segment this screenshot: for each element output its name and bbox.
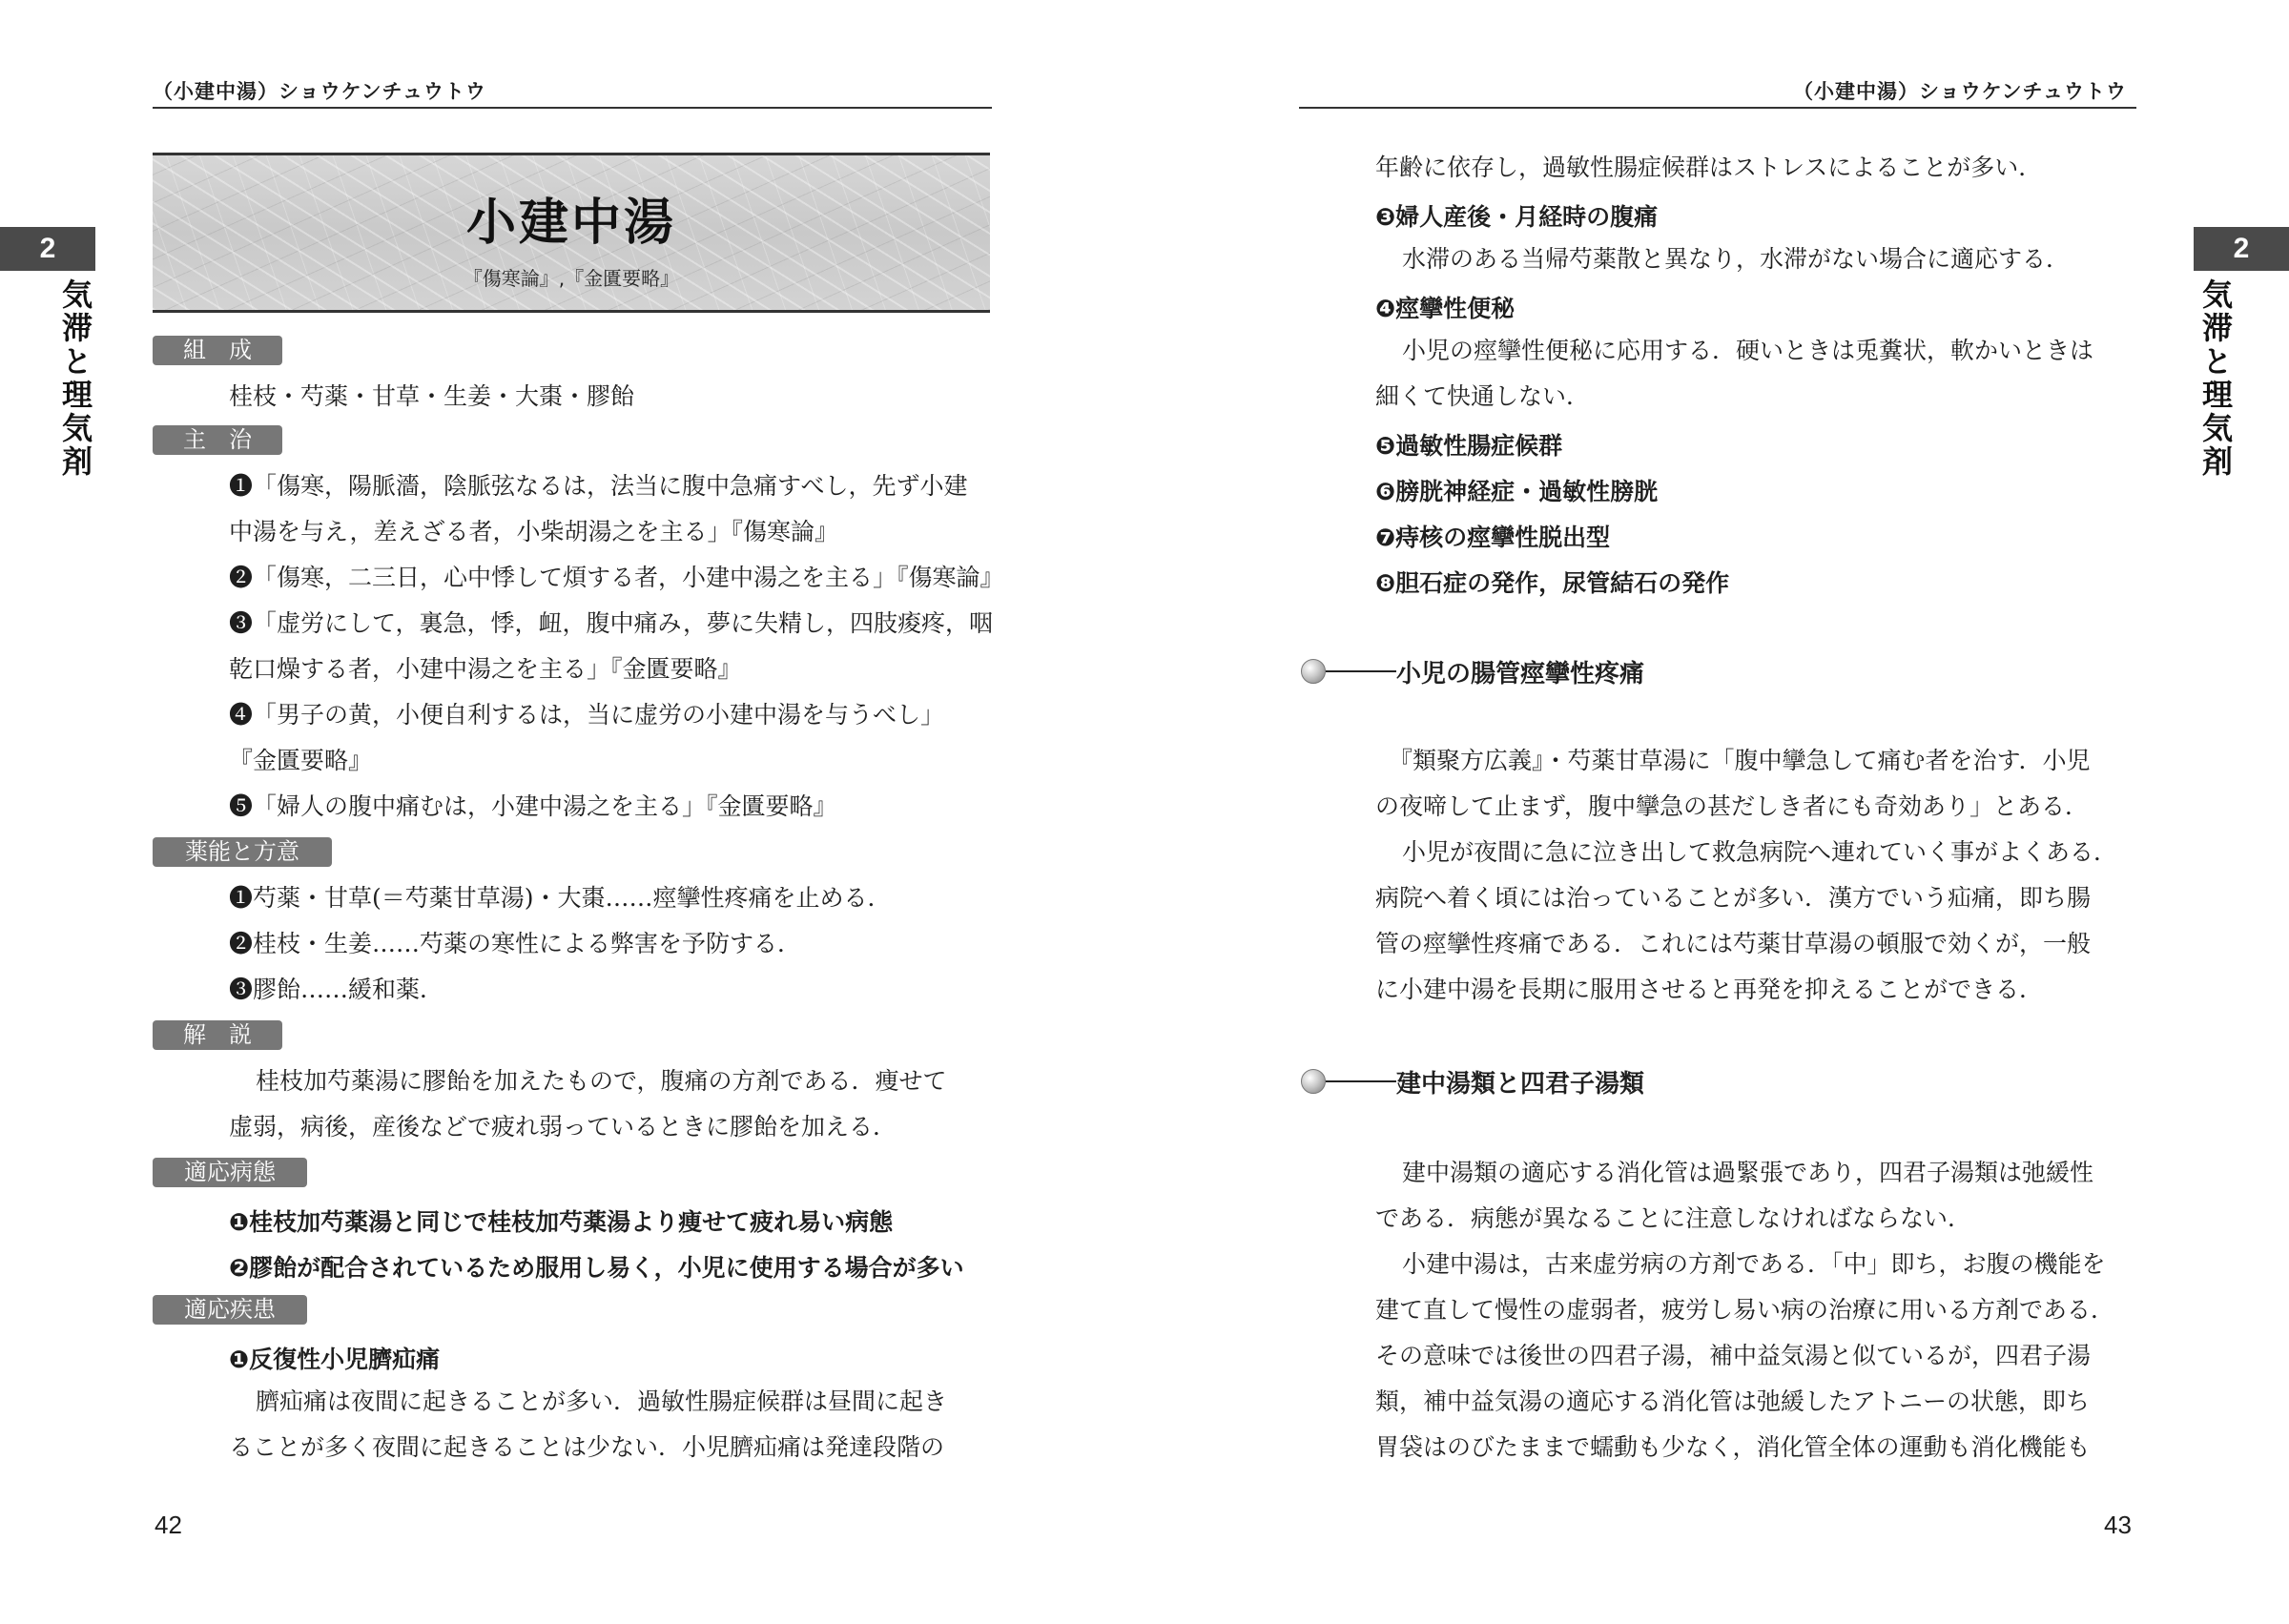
formula-title: 小建中湯 [465, 194, 676, 252]
section-label-composition: 組 成 [153, 336, 282, 365]
section-label-conditions: 適応病態 [153, 1158, 307, 1187]
efficacy-line: ❷桂枝・生姜……芍薬の寒性による弊害を予防する． [229, 930, 802, 957]
section-label-indications: 主 治 [153, 425, 282, 455]
indication-line: 『金匱要略』 [229, 747, 373, 774]
page-number-left: 42 [155, 1511, 182, 1539]
header-rule-right [1299, 107, 2136, 109]
topic-text-line: 建中湯類の適応する消化管は過緊張であり，四君子湯類は弛緩性 [1402, 1159, 2094, 1186]
disease-item: ❼痔核の痙攣性脱出型 [1375, 524, 1611, 551]
chapter-tab-text-left: 気滞と理気剤 [57, 278, 93, 479]
efficacy-line: ❸膠飴……緩和薬． [229, 976, 444, 1003]
topic-text-line: 建て直して慢性の虚弱者，疲労し易い病の治療に用いる方剤である． [1375, 1296, 2115, 1324]
condition-line: ❶桂枝加芍薬湯と同じで桂枝加芍薬湯より痩せて疲れ易い病態 [229, 1208, 894, 1236]
chapter-tab-text-right: 気滞と理気剤 [2197, 278, 2234, 479]
topic-text-line: その意味では後世の四君子湯，補中益気湯と似ているが，四君子湯 [1375, 1342, 2092, 1369]
disease-text-line: 細くて快通しない． [1375, 382, 1591, 410]
commentary-line: 虚弱，病後，産後などで疲れ弱っているときに膠飴を加える． [229, 1113, 897, 1141]
efficacy-line: ❶芍薬・甘草(＝芍薬甘草湯)・大棗……痙攣性疼痛を止める． [229, 884, 892, 912]
topic-text-line: 小建中湯は，古来虚労病の方剤である．「中」即ち，お腹の機能を [1402, 1250, 2106, 1278]
topic-bullet-icon [1301, 659, 1326, 684]
topic-text-line: 『類聚方広義』・芍薬甘草湯に「腹中攣急して痛む者を治す．小児 [1389, 747, 2091, 774]
topic-text-line: 小児が夜間に急に泣き出して救急病院へ連れていく事がよくある． [1402, 838, 2118, 866]
chapter-tab-number-left: 2 [0, 227, 95, 271]
disease-text-line: 水滞のある当帰芍薬散と異なり，水滞がない場合に適応する． [1402, 245, 2071, 273]
disease-item: ❻膀胱神経症・過敏性膀胱 [1375, 478, 1659, 505]
disease-item: ❽胆石症の発作，尿管結石の発作 [1375, 569, 1730, 597]
topic-text-line: 類，補中益気湯の適応する消化管は弛緩したアトニーの状態，即ち [1375, 1388, 2091, 1415]
indication-line: ❹「男子の黄，小便自利するは，当に虚労の小建中湯を与うべし」 [229, 701, 945, 729]
section-label-efficacy: 薬能と方意 [153, 837, 332, 867]
disease-item: ❹痙攣性便秘 [1375, 295, 1516, 322]
indication-line: 乾口燥する者，小建中湯之を主る」『金匱要略』 [229, 655, 742, 683]
formula-source: 『傷寒論』,『金匱要略』 [463, 267, 680, 290]
commentary-line: 桂枝加芍薬湯に膠飴を加えたもので，腹痛の方剤である．痩せて [256, 1067, 947, 1095]
running-header-left: （小建中湯）ショウケンチュウトウ [153, 79, 486, 103]
formula-title-box [153, 153, 990, 313]
topic-text-line: である．病態が異なることに注意しなければならない． [1375, 1204, 1972, 1232]
running-header-right: （小建中湯）ショウケンチュウトウ [1793, 79, 2127, 103]
indication-line: ❺「婦人の腹中痛むは，小建中湯之を主る」『金匱要略』 [229, 792, 837, 820]
indication-line: ❸「虚労にして，裏急，悸，衄，腹中痛み，夢に失精し，四肢痠疼，咽 [229, 609, 994, 637]
chapter-tab-number-right: 2 [2194, 227, 2289, 271]
disease-text-line: ることが多く夜間に起きることは少ない．小児臍疝痛は発達段階の [229, 1433, 945, 1461]
indication-line: 中湯を与え，差えざる者，小柴胡湯之を主る」『傷寒論』 [229, 518, 839, 545]
disease-text-line: 小児の痙攣性便秘に応用する．硬いときは兎糞状，軟かいときは [1402, 337, 2094, 364]
disease-item: ❺過敏性腸症候群 [1375, 432, 1563, 460]
topic-text-line: 管の痙攣性疼痛である．これには芍薬甘草湯の頓服で効くが，一般 [1375, 930, 2092, 957]
topic-text-line: 胃袋はのびたままで蠕動も少なく，消化管全体の運動も消化機能も [1375, 1433, 2091, 1461]
indication-line: ❷「傷寒，二三日，心中悸して煩する者，小建中湯之を主る」『傷寒論』 [229, 564, 1004, 591]
section-label-diseases: 適応疾患 [153, 1295, 307, 1325]
composition-text: 桂枝・芍薬・甘草・生姜・大棗・膠飴 [229, 382, 635, 410]
condition-line: ❷膠飴が配合されているため服用し易く，小児に使用する場合が多い [229, 1254, 964, 1282]
topic-heading: 小児の腸管痙攣性疼痛 [1396, 660, 1645, 689]
topic-text-line: 病院へ着く頃には治っていることが多い．漢方でいう疝痛，即ち腸 [1375, 884, 2092, 912]
indication-line: ❶「傷寒，陽脈濇，陰脈弦なるは，法当に腹中急痛すべし，先ず小建 [229, 472, 968, 500]
topic-text-line: に小建中湯を長期に服用させると再発を抑えることができる． [1375, 976, 2044, 1003]
topic-heading-rule [1326, 1080, 1396, 1082]
disease-text-line: 臍疝痛は夜間に起きることが多い．過敏性腸症候群は昼間に起き [256, 1388, 948, 1415]
continued-text-line: 年齢に依存し，過敏性腸症候群はストレスによることが多い． [1375, 154, 2043, 181]
header-rule-left [153, 107, 992, 109]
page-number-right: 43 [2104, 1511, 2132, 1539]
topic-text-line: の夜啼して止まず，腹中攣急の甚だしき者にも奇効あり」とある． [1375, 792, 2090, 820]
topic-bullet-icon [1301, 1069, 1326, 1094]
disease-item: ❸婦人産後・月経時の腹痛 [1375, 203, 1659, 231]
topic-heading: 建中湯類と四君子湯類 [1396, 1070, 1645, 1099]
disease-item: ❶反復性小児臍疝痛 [229, 1346, 441, 1373]
section-label-commentary: 解 説 [153, 1020, 282, 1050]
topic-heading-rule [1326, 670, 1396, 672]
